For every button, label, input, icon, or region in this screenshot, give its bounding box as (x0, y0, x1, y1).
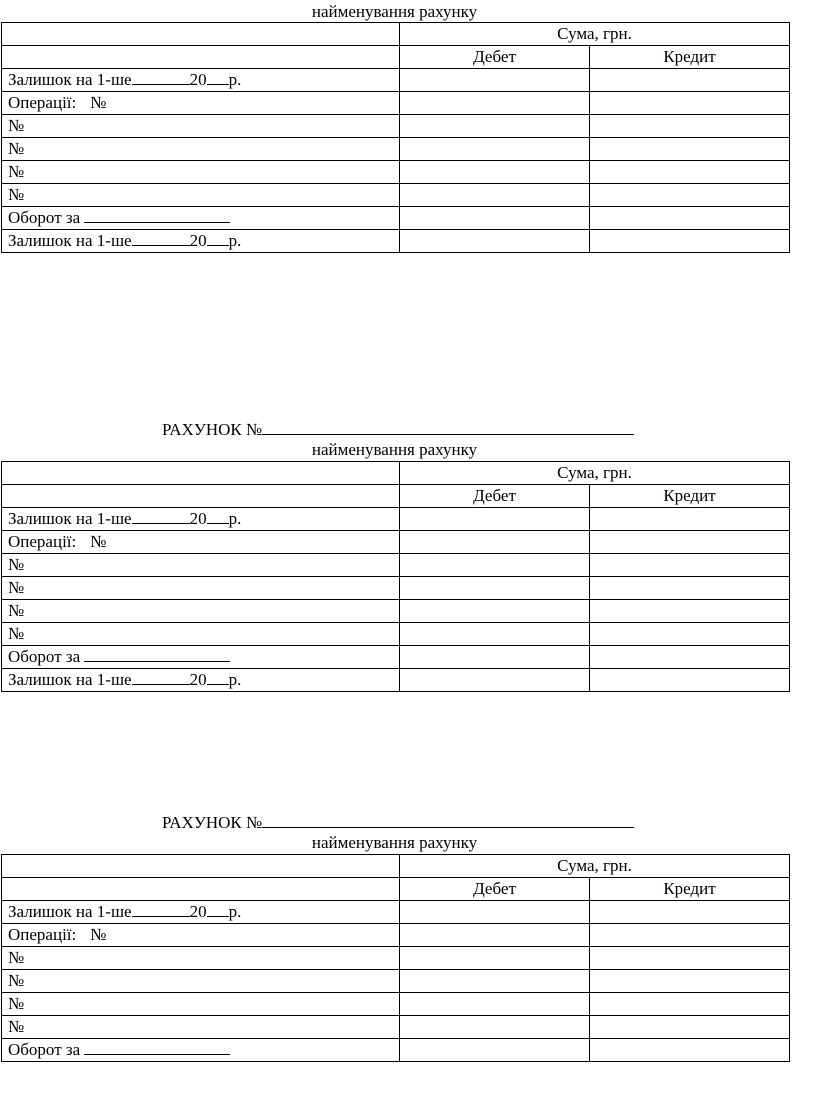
operations-label: Операції: № (2, 92, 400, 115)
table-row (2, 462, 790, 485)
debit-cell[interactable] (400, 669, 590, 692)
debit-cell[interactable] (400, 115, 590, 138)
opening-balance-row (2, 69, 790, 92)
credit-cell[interactable] (590, 115, 790, 138)
operation-row: № (2, 115, 790, 138)
credit-cell[interactable] (590, 230, 790, 253)
opening-balance-label: Залишок на 1-ше 20 р. (2, 69, 400, 92)
operation-row: № (2, 993, 790, 1016)
operation-row: № (2, 161, 790, 184)
turnover-label: Оборот за (2, 1039, 400, 1062)
debit-cell[interactable] (400, 993, 590, 1016)
turnover-row (2, 207, 790, 230)
operation-row: № (2, 184, 790, 207)
ledger-table (1, 854, 790, 1062)
debit-cell[interactable] (400, 947, 590, 970)
account-title: РАХУНОК № (162, 418, 634, 440)
credit-header: Кредит (590, 485, 790, 508)
opening-balance-label: Залишок на 1-ше 20 р. (2, 508, 400, 531)
opening-balance-row (2, 901, 790, 924)
ledger-table (1, 461, 790, 692)
credit-cell[interactable] (590, 69, 790, 92)
debit-cell[interactable] (400, 970, 590, 993)
closing-balance-row (2, 230, 790, 253)
operations-row (2, 92, 790, 115)
table-row (2, 46, 790, 69)
credit-cell[interactable] (590, 161, 790, 184)
sum-header: Сума, грн. (400, 855, 790, 878)
operation-row: № (2, 600, 790, 623)
turnover-row (2, 1039, 790, 1062)
operations-row (2, 531, 790, 554)
closing-balance-label: Залишок на 1-ше 20 р. (2, 230, 400, 253)
debit-cell[interactable] (400, 924, 590, 947)
credit-cell[interactable] (590, 993, 790, 1016)
debit-header: Дебет (400, 878, 590, 901)
account-number-line[interactable] (262, 418, 634, 435)
debit-cell[interactable] (400, 531, 590, 554)
debit-cell[interactable] (400, 207, 590, 230)
credit-cell[interactable] (590, 1016, 790, 1039)
debit-cell[interactable] (400, 901, 590, 924)
debit-cell[interactable] (400, 230, 590, 253)
debit-cell[interactable] (400, 554, 590, 577)
closing-balance-row (2, 669, 790, 692)
credit-cell[interactable] (590, 669, 790, 692)
turnover-row (2, 646, 790, 669)
ledger-table (1, 22, 790, 253)
credit-cell[interactable] (590, 531, 790, 554)
debit-cell[interactable] (400, 600, 590, 623)
credit-header: Кредит (590, 878, 790, 901)
debit-cell[interactable] (400, 161, 590, 184)
credit-cell[interactable] (590, 646, 790, 669)
credit-cell[interactable] (590, 901, 790, 924)
operations-label: Операції: № (2, 924, 400, 947)
table-row (2, 485, 790, 508)
account-number-line[interactable] (262, 811, 634, 828)
credit-cell[interactable] (590, 947, 790, 970)
operation-row: № (2, 623, 790, 646)
operation-row: № (2, 970, 790, 993)
credit-cell[interactable] (590, 138, 790, 161)
account-name-caption: найменування рахунку (311, 440, 478, 459)
credit-cell[interactable] (590, 623, 790, 646)
credit-cell[interactable] (590, 554, 790, 577)
debit-cell[interactable] (400, 184, 590, 207)
operation-row: № (2, 1016, 790, 1039)
credit-cell[interactable] (590, 577, 790, 600)
account-title: РАХУНОК № (162, 811, 634, 833)
debit-cell[interactable] (400, 69, 590, 92)
operations-row (2, 924, 790, 947)
debit-cell[interactable] (400, 1039, 590, 1062)
operation-row: № (2, 577, 790, 600)
account-name-caption: найменування рахунку (311, 833, 478, 852)
debit-cell[interactable] (400, 138, 590, 161)
credit-cell[interactable] (590, 1039, 790, 1062)
table-row (2, 878, 790, 901)
operation-row: № (2, 554, 790, 577)
credit-cell[interactable] (590, 92, 790, 115)
account-name-caption: найменування рахунку (311, 2, 478, 21)
opening-balance-row (2, 508, 790, 531)
sum-header: Сума, грн. (400, 23, 790, 46)
debit-cell[interactable] (400, 92, 590, 115)
turnover-label: Оборот за (2, 207, 400, 230)
opening-balance-label: Залишок на 1-ше 20 р. (2, 901, 400, 924)
debit-cell[interactable] (400, 646, 590, 669)
debit-cell[interactable] (400, 623, 590, 646)
turnover-label: Оборот за (2, 646, 400, 669)
credit-cell[interactable] (590, 924, 790, 947)
debit-cell[interactable] (400, 577, 590, 600)
credit-cell[interactable] (590, 970, 790, 993)
debit-cell[interactable] (400, 508, 590, 531)
credit-header: Кредит (590, 46, 790, 69)
credit-cell[interactable] (590, 600, 790, 623)
credit-cell[interactable] (590, 207, 790, 230)
debit-cell[interactable] (400, 1016, 590, 1039)
credit-cell[interactable] (590, 508, 790, 531)
closing-balance-label: Залишок на 1-ше 20 р. (2, 669, 400, 692)
operations-label: Операції: № (2, 531, 400, 554)
debit-header: Дебет (400, 485, 590, 508)
table-row (2, 23, 790, 46)
operation-row: № (2, 947, 790, 970)
table-row (2, 855, 790, 878)
debit-header: Дебет (400, 46, 590, 69)
sum-header: Сума, грн. (400, 462, 790, 485)
operation-row: № (2, 138, 790, 161)
credit-cell[interactable] (590, 184, 790, 207)
